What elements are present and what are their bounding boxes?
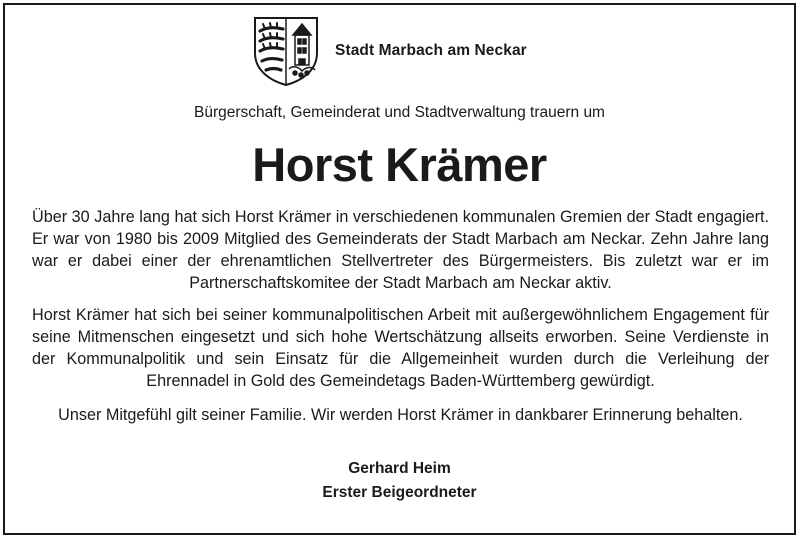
paragraph-biography: Über 30 Jahre lang hat sich Horst Krämer in verschiedenen kommunalen Gremien der Stadt engagiert. Er war von 1980 bis 2009 Mitglied des Gemeinderats der Stadt Marbach am Neckar. Zehn Jahre lang war er dabei einer der ehrenamtlichen Stellvertreter des Bürgermeisters. Bis zuletzt war er im Partnerschaftskomitee der Stadt Marbach am Neckar aktiv. <box>32 208 769 292</box>
deceased-name: Horst Krämer <box>252 138 547 191</box>
signatory-name: Gerhard Heim <box>348 460 451 477</box>
town-name: Stadt Marbach am Neckar <box>335 42 527 59</box>
paragraph-condolence: Unser Mitgefühl gilt seiner Familie. Wir werden Horst Krämer in dankbarer Erinnerung behalten. <box>58 406 743 424</box>
intro-line: Bürgerschaft, Gemeinderat und Stadtverwaltung trauern um <box>194 104 605 121</box>
signatory-title: Erster Beigeordneter <box>322 484 477 501</box>
obituary-notice <box>3 3 796 535</box>
paragraph-merits: Horst Krämer hat sich bei seiner kommunalpolitischen Arbeit mit außergewöhnlichem Engagement für seine Mitmenschen eingesetzt und sich hohe Wertschätzung allseits erworben. Seine Verdienste in der Kommunalpolitik und sein Einsatz für die Allgemeinheit wurden durch die Verleihung der Ehrennadel in Gold des Gemeindetags Baden-Württemberg gewürdigt. <box>32 306 769 390</box>
coat-of-arms-icon <box>251 15 321 87</box>
header <box>251 15 527 87</box>
